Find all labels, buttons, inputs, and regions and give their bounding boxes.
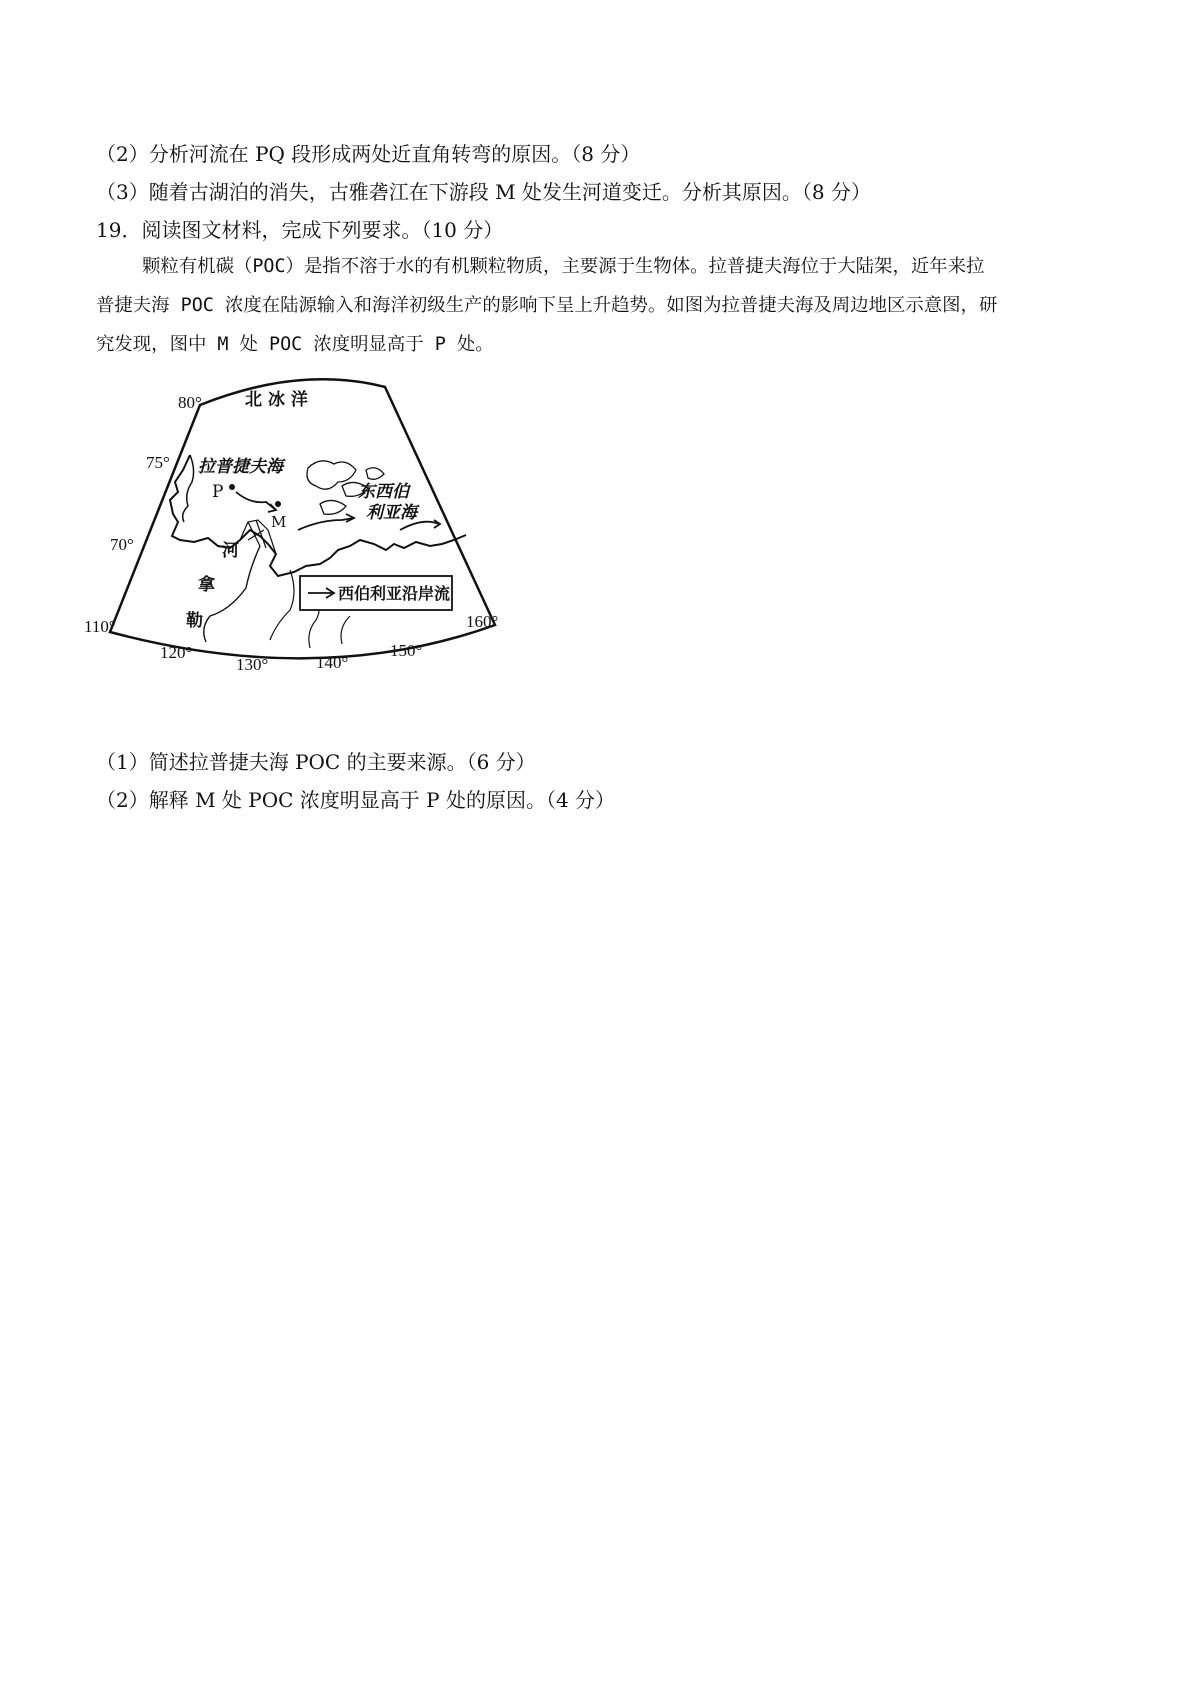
question-2: （2）分析河流在 PQ 段形成两处近直角转弯的原因。（8 分） bbox=[96, 142, 641, 166]
lon-150: 150° bbox=[390, 641, 423, 660]
river-char-1: 河 bbox=[222, 541, 239, 561]
river-char-2: 拿 bbox=[198, 575, 215, 595]
lon-110: 110° bbox=[84, 617, 116, 636]
question-3: （3）随着古湖泊的消失，古雅砻江在下游段 M 处发生河道变迁。分析其原因。（8 分） bbox=[96, 180, 871, 204]
lat-75: 75° bbox=[146, 453, 170, 472]
lat-80: 80° bbox=[178, 393, 202, 412]
point-m-marker bbox=[275, 501, 281, 507]
question-19-heading: 19．阅读图文材料，完成下列要求。（10 分） bbox=[96, 218, 504, 242]
lon-160: 160° bbox=[466, 612, 499, 631]
point-m-label: M bbox=[271, 513, 287, 531]
new-siberian-islands bbox=[307, 461, 356, 489]
legend-label: 西伯利亚沿岸流 bbox=[338, 584, 451, 603]
river-char-3: 勒 bbox=[186, 611, 203, 631]
material-line-2: 普捷夫海 POC 浓度在陆源输入和海洋初级生产的影响下呈上升趋势。如图为拉普捷夫海及周边地区示意图，研 bbox=[96, 295, 998, 316]
sub-question-1: （1）简述拉普捷夫海 POC 的主要来源。（6 分） bbox=[96, 750, 536, 774]
laptev-sea-map bbox=[80, 370, 560, 735]
ocean-label: 北 冰 洋 bbox=[245, 390, 308, 410]
east-sea-label-1: 东西伯 bbox=[358, 482, 409, 502]
map-frame bbox=[110, 379, 495, 658]
east-sea-label-2: 利亚海 bbox=[366, 503, 417, 523]
sub-question-2: （2）解释 M 处 POC 浓度明显高于 P 处的原因。（4 分） bbox=[96, 788, 616, 812]
lon-140: 140° bbox=[316, 653, 349, 672]
lat-70: 70° bbox=[110, 535, 134, 554]
point-p-marker bbox=[229, 484, 235, 490]
legend bbox=[300, 576, 452, 610]
sea-label: 拉普捷夫海 bbox=[198, 457, 283, 477]
point-p-label: P bbox=[212, 482, 224, 502]
island-3 bbox=[320, 500, 346, 514]
material-line-3: 究发现，图中 M 处 POC 浓度明显高于 P 处。 bbox=[96, 334, 494, 355]
material-line-1: 颗粒有机碳（POC）是指不溶于水的有机颗粒物质，主要源于生物体。拉普捷夫海位于大陆架，近年来拉 bbox=[142, 256, 985, 277]
island-4 bbox=[366, 468, 384, 480]
lon-120: 120° bbox=[160, 643, 193, 662]
lon-130: 130° bbox=[236, 655, 269, 674]
